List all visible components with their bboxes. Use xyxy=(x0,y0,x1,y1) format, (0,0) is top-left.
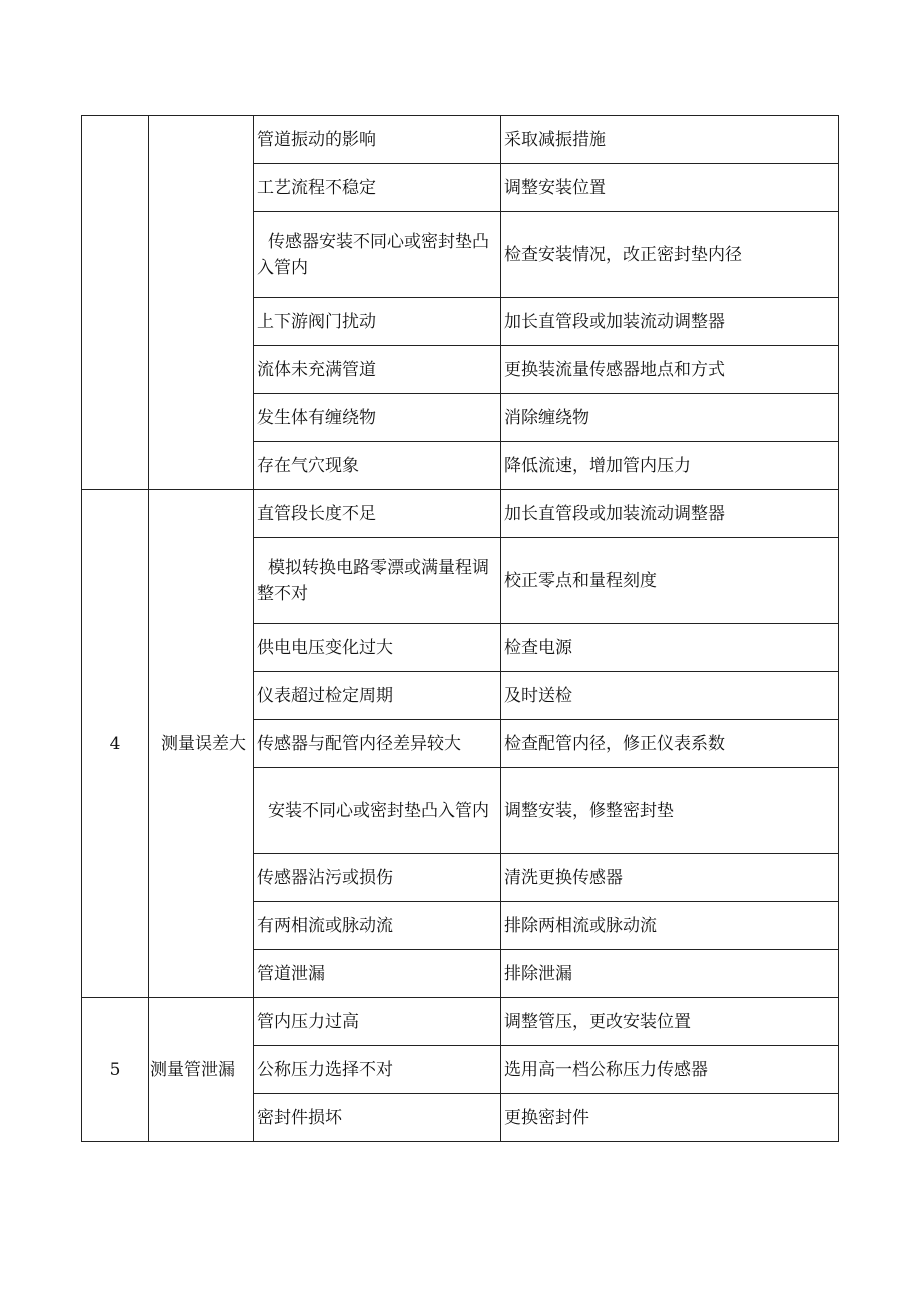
remedy-cell: 选用高一档公称压力传感器 xyxy=(501,1046,839,1094)
remedy-cell: 清洗更换传感器 xyxy=(501,854,839,902)
cause-cell: 密封件损坏 xyxy=(254,1094,501,1142)
remedy-cell: 及时送检 xyxy=(501,672,839,720)
cause-cell: 工艺流程不稳定 xyxy=(254,164,501,212)
cause-cell: 存在气穴现象 xyxy=(254,442,501,490)
table-row xyxy=(82,490,839,538)
item-number: 5 xyxy=(82,998,149,1142)
cause-cell: 传感器与配管内径差异较大 xyxy=(254,720,501,768)
remedy-cell: 排除泄漏 xyxy=(501,950,839,998)
symptom-cell xyxy=(149,116,254,490)
cause-cell: 供电电压变化过大 xyxy=(254,624,501,672)
cause-cell: 管道振动的影响 xyxy=(254,116,501,164)
cause-cell: 管道泄漏 xyxy=(254,950,501,998)
remedy-cell: 采取减振措施 xyxy=(501,116,839,164)
item-number: 4 xyxy=(82,490,149,998)
cause-cell: 上下游阀门扰动 xyxy=(254,298,501,346)
remedy-cell: 调整安装位置 xyxy=(501,164,839,212)
fault-table xyxy=(81,115,839,1142)
remedy-cell: 更换装流量传感器地点和方式 xyxy=(501,346,839,394)
remedy-cell: 检查安装情况，改正密封垫内径 xyxy=(501,212,839,298)
remedy-cell: 更换密封件 xyxy=(501,1094,839,1142)
remedy-cell: 调整管压，更改安装位置 xyxy=(501,998,839,1046)
remedy-cell: 检查电源 xyxy=(501,624,839,672)
cause-cell: 管内压力过高 xyxy=(254,998,501,1046)
cause-cell: 传感器安装不同心或密封垫凸入管内 xyxy=(254,212,501,298)
symptom-cell: 测量误差大 xyxy=(149,490,254,998)
remedy-cell: 校正零点和量程刻度 xyxy=(501,538,839,624)
remedy-cell: 调整安装，修整密封垫 xyxy=(501,768,839,854)
remedy-cell: 检查配管内径，修正仪表系数 xyxy=(501,720,839,768)
cause-cell: 模拟转换电路零漂或满量程调整不对 xyxy=(254,538,501,624)
table-row xyxy=(82,998,839,1046)
cause-cell: 直管段长度不足 xyxy=(254,490,501,538)
remedy-cell: 加长直管段或加装流动调整器 xyxy=(501,298,839,346)
remedy-cell: 降低流速，增加管内压力 xyxy=(501,442,839,490)
remedy-cell: 加长直管段或加装流动调整器 xyxy=(501,490,839,538)
cause-cell: 发生体有缠绕物 xyxy=(254,394,501,442)
remedy-cell: 消除缠绕物 xyxy=(501,394,839,442)
cause-cell: 仪表超过检定周期 xyxy=(254,672,501,720)
cause-cell: 有两相流或脉动流 xyxy=(254,902,501,950)
symptom-cell: 测量管泄漏 xyxy=(149,998,254,1142)
remedy-cell: 排除两相流或脉动流 xyxy=(501,902,839,950)
cause-cell: 传感器沾污或损伤 xyxy=(254,854,501,902)
item-number xyxy=(82,116,149,490)
cause-cell: 安装不同心或密封垫凸入管内 xyxy=(254,768,501,854)
cause-cell: 公称压力选择不对 xyxy=(254,1046,501,1094)
table-row xyxy=(82,116,839,164)
cause-cell: 流体未充满管道 xyxy=(254,346,501,394)
